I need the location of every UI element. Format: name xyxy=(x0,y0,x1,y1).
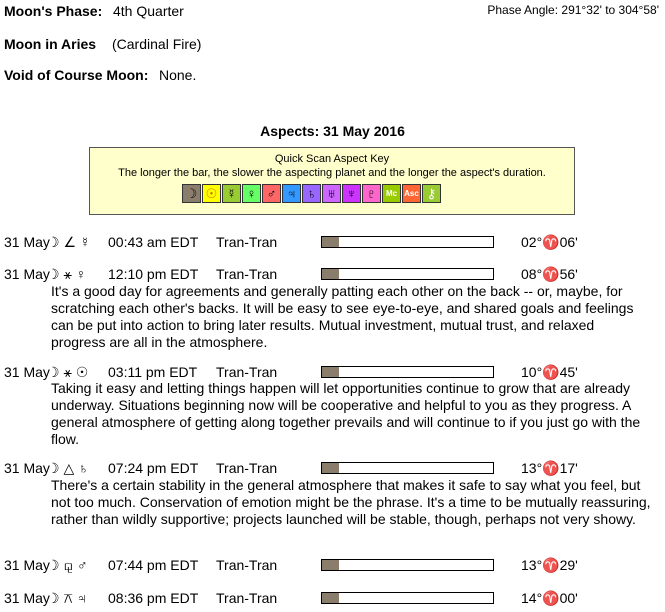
moon-sign-element: (Cardinal Fire) xyxy=(112,36,202,52)
aspect-date: 31 May xyxy=(4,460,50,476)
aspect-degree: 02°♈06' xyxy=(521,234,578,250)
duration-bar-fill xyxy=(322,237,339,247)
duration-bar xyxy=(321,268,494,280)
aspect-kind: Tran-Tran xyxy=(216,266,278,282)
aspect-degree: 10°♈45' xyxy=(521,364,578,380)
aspect-symbols: ☽ ⚹ ♀ xyxy=(47,266,87,282)
aspect-degree: 13°♈17' xyxy=(521,460,578,476)
planet-key-swatch: ⚷ xyxy=(422,184,441,203)
aspect-time: 07:24 pm EDT xyxy=(108,460,199,476)
aspect-symbols: ☽ △ ♄ xyxy=(47,460,89,476)
aspect-degree: 13°♈29' xyxy=(521,557,578,573)
planet-key-swatch: ♆ xyxy=(342,184,361,203)
moon-phase-value: 4th Quarter xyxy=(113,3,184,19)
aspect-description: It's a good day for agreements and generally patting each other on the back -- or, maybe, for scratching each other's backs. It will be easy to see eye-to-eye, and shared goals and feelings can be put into action to bring later results. Mutual investment, mutual trust, and relaxed progress are all in the atmosphere. xyxy=(51,283,634,350)
duration-bar-fill xyxy=(322,367,339,377)
aspect-symbols: ☽ ⚹ ☉ xyxy=(47,364,89,380)
planet-key-swatch: Mc xyxy=(382,184,401,203)
duration-bar xyxy=(321,592,494,604)
planet-key-swatch: ☿ xyxy=(222,184,241,203)
aspect-key-subtitle: The longer the bar, the slower the aspecting planet and the longer the aspect's duration. xyxy=(118,167,546,179)
aspect-row xyxy=(0,234,665,252)
aspect-key-title: Quick Scan Aspect Key xyxy=(274,153,390,165)
aspect-symbols: ☽ ∠ ☿ xyxy=(47,234,91,250)
aspect-symbols: ☽ ⚻ ♃ xyxy=(47,590,88,606)
aspect-date: 31 May xyxy=(4,590,50,606)
duration-bar xyxy=(321,559,494,571)
aspect-description: Taking it easy and letting things happen will let opportunities continue to grow that are already underway. Situations beginning now will be cooperative and helpful to you as they progress. A general atmosphere of getting along together prevails and will continue to if you just go with the flow. xyxy=(51,380,641,447)
aspect-row xyxy=(0,590,665,608)
aspect-date: 31 May xyxy=(4,266,50,282)
aspect-description: There's a certain stability in the general atmosphere that makes it safe to say what you feel, but not too much. Conservation of emotion might be the phrase. It's a time to be mutually reassuring, rather than wildly supportive; projects launched will be stable, though, perhaps not very showy. xyxy=(51,477,651,527)
aspect-time: 08:36 pm EDT xyxy=(108,590,199,606)
duration-bar-fill xyxy=(322,463,339,473)
duration-bar-fill xyxy=(322,593,339,603)
aspect-time: 07:44 pm EDT xyxy=(108,557,199,573)
planet-key-swatch: ♇ xyxy=(362,184,381,203)
aspect-time: 03:11 pm EDT xyxy=(108,364,198,380)
aspect-time: 12:10 pm EDT xyxy=(108,266,199,282)
duration-bar xyxy=(321,236,494,248)
aspect-degree: 14°♈00' xyxy=(521,590,578,606)
moon-phase-label: Moon's Phase: xyxy=(4,3,103,19)
planet-key-swatch: Asc xyxy=(402,184,421,203)
planet-color-key xyxy=(182,184,442,204)
aspect-row xyxy=(0,557,665,575)
duration-bar-fill xyxy=(322,560,339,570)
aspect-kind: Tran-Tran xyxy=(216,364,278,380)
duration-bar xyxy=(321,366,494,378)
aspect-time: 00:43 am EDT xyxy=(108,234,199,250)
aspect-date: 31 May xyxy=(4,364,50,380)
planet-key-swatch: ☉ xyxy=(202,184,221,203)
aspect-row xyxy=(0,460,665,478)
planet-key-swatch: ☽ xyxy=(182,184,201,203)
aspect-date: 31 May xyxy=(4,557,50,573)
planet-key-swatch: ♂ xyxy=(262,184,281,203)
duration-bar xyxy=(321,462,494,474)
duration-bar-fill xyxy=(322,269,339,279)
aspect-kind: Tran-Tran xyxy=(216,557,278,573)
aspects-title: Aspects: 31 May 2016 xyxy=(260,123,405,139)
aspect-kind: Tran-Tran xyxy=(216,234,278,250)
planet-key-swatch: ♄ xyxy=(302,184,321,203)
planet-key-swatch: ♀ xyxy=(242,184,261,203)
aspect-date: 31 May xyxy=(4,234,50,250)
aspect-degree: 08°♈56' xyxy=(521,266,578,282)
phase-angle: Phase Angle: 291°32' to 304°58' xyxy=(487,3,659,17)
void-of-course-value: None. xyxy=(159,67,197,83)
aspect-key-box xyxy=(89,147,575,215)
aspect-symbols: ☽ ⚼ ♂ xyxy=(47,557,88,573)
moon-sign-label: Moon in Aries xyxy=(4,36,97,52)
aspect-kind: Tran-Tran xyxy=(216,460,278,476)
aspect-row xyxy=(0,266,665,284)
planet-key-swatch: ♃ xyxy=(282,184,301,203)
aspect-kind: Tran-Tran xyxy=(216,590,278,606)
void-of-course-label: Void of Course Moon: xyxy=(4,67,149,83)
planet-key-swatch: ♅ xyxy=(322,184,341,203)
